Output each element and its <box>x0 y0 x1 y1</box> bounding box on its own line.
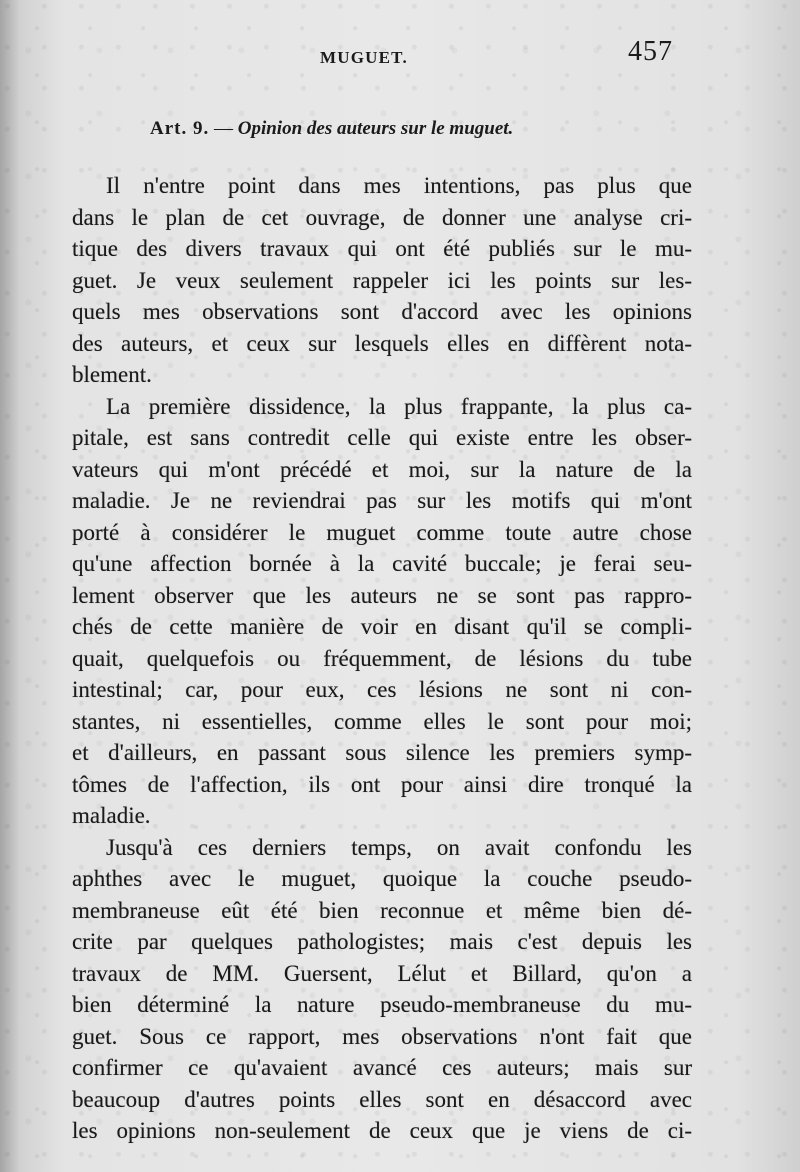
article-heading <box>150 114 513 144</box>
text-line: maladie. <box>72 803 151 828</box>
text-line: lement observer que les auteurs ne se sont pas rappro- <box>72 582 692 608</box>
text-line: porté à considérer le muguet comme toute autre chose <box>72 519 692 545</box>
text-line: guet. Je veux seulement rappeler ici les points sur les- <box>72 267 692 293</box>
text-line: tique des divers travaux qui ont été publiés sur le mu- <box>72 236 692 261</box>
text-line: membraneuse eût été bien reconnue et même bien dé- <box>72 897 692 923</box>
text-line: pitale, est sans contredit celle qui existe entre les obser- <box>72 425 692 450</box>
text-line: dans le plan de cet ouvrage, de donner une analyse cri- <box>72 204 692 230</box>
text-line: confirmer ce qu'avaient avancé ces auteurs; mais sur <box>72 1055 692 1080</box>
text-line: aphthes avec le muguet, quoique la couche pseudo- <box>72 866 692 891</box>
text-line: Il n'entre point dans mes intentions, pas plus que <box>106 173 692 198</box>
running-title: MUGUET. <box>320 48 408 67</box>
text-line: beaucoup d'autres points elles sont en désaccord avec <box>72 1086 692 1112</box>
text-line: travaux de MM. Guersent, Lélut et Billard, qu'on a <box>72 960 692 986</box>
text-line: vateurs qui m'ont précédé et moi, sur la nature de la <box>72 456 692 482</box>
text-line: les opinions non-seulement de ceux que je viens de ci- <box>72 1118 692 1143</box>
text-line: blement. <box>72 362 152 387</box>
text-line: chés de cette manière de voir en disant qu'il se compli- <box>72 614 692 639</box>
text-line: et d'ailleurs, en passant sous silence les premiers symp- <box>72 740 692 765</box>
page-edge-shadow <box>0 0 20 1172</box>
text-line: quels mes observations sont d'accord avec les opinions <box>72 299 692 324</box>
text-line: qu'une affection bornée à la cavité buccale; je ferai seu- <box>72 551 692 576</box>
text-line: tômes de l'affection, ils ont pour ainsi dire tronqué la <box>72 771 692 797</box>
text-line: stantes, ni essentielles, comme elles le sont pour moi; <box>72 708 692 734</box>
text-line: La première dissidence, la plus frappante, la plus ca- <box>106 393 692 419</box>
text-line: Jusqu'à ces derniers temps, on avait confondu les <box>106 834 692 860</box>
page-number: 457 <box>628 36 673 67</box>
text-line: maladie. Je ne reviendrai pas sur les motifs qui m'ont <box>72 488 692 513</box>
text-line: bien déterminé la nature pseudo-membraneuse du mu- <box>72 992 692 1017</box>
text-line: des auteurs, et ceux sur lesquels elles en diffèrent nota- <box>72 330 692 356</box>
article-label: Art. 9. <box>150 118 210 139</box>
text-line: crite par quelques pathologistes; mais c'est depuis les <box>72 929 692 954</box>
text-line: intestinal; car, pour eux, ces lésions ne sont ni con- <box>72 677 692 702</box>
text-line: guet. Sous ce rapport, mes observations n'ont fait que <box>72 1023 692 1049</box>
article-title: Opinion des auteurs sur le muguet. <box>237 118 514 139</box>
body-text <box>72 170 692 1147</box>
article-dash: — <box>209 118 238 139</box>
text-line: quait, quelquefois ou fréquemment, de lésions du tube <box>72 645 692 671</box>
running-head <box>0 36 800 74</box>
